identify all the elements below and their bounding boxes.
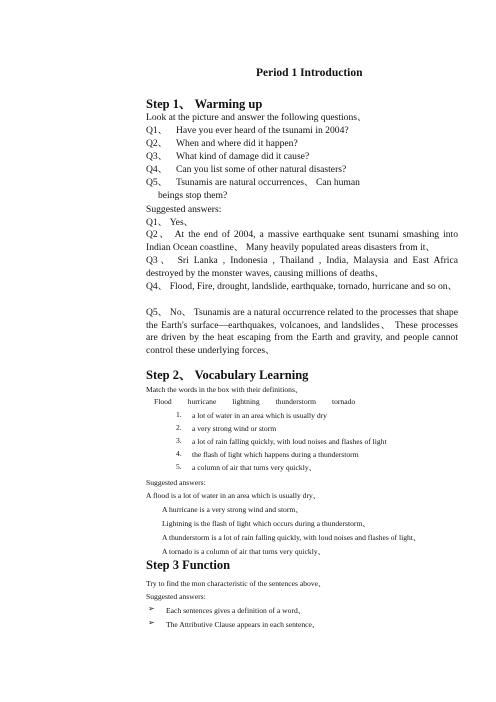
question-continuation: beings stop them? [158, 190, 228, 201]
word-item: tornado [331, 397, 356, 406]
answer-sentence: Lightning is the flash of light which occurs during a thunderstorm、 [162, 519, 370, 528]
definition-num: 1. [176, 410, 182, 419]
answer-paragraph: Q2、 At the end of 2004, a massive earthquake sent tsunami smashing into Indian Ocean coastline、 Many heavily populated areas disasters from it、 [146, 229, 458, 253]
answer-sentence: A hurricane is a very strong wind and storm、 [162, 505, 303, 514]
answer-paragraph: Q1、 Yes、 [146, 217, 194, 228]
definition-num: 4. [176, 449, 182, 458]
step2-intro: Match the words in the box with their definitions、 [146, 385, 303, 394]
word-item: Flood [154, 397, 172, 406]
page-title: Period 1 Introduction [256, 67, 363, 79]
answer-paragraph: Q5、 No、 Tsunamis are a natural occurrence related to the processes that shape the Earth's surface—earthquakes, volcanoes, and landslides、 These processes are driven by the heat escaping from the Earth and gravity, and people cannot control these underlying forces、 [146, 307, 458, 356]
step1-intro: Look at the picture and answer the following questions、 [146, 112, 367, 123]
word-item: thunderstorm [275, 397, 317, 406]
answer-paragraph: Q4、 Flood, Fire, drought, landslide, earthquake, tornado, hurricane and so on、 [146, 281, 458, 292]
answer-sentence: A flood is a lot of water in an area which is usually dry、 [146, 491, 321, 500]
definition-text: the flash of light which happens during a thunderstorm [192, 450, 359, 459]
question-text: When and where did it happen? [176, 138, 298, 149]
step3-heading: Step 3 Function [146, 558, 231, 572]
definition-text: a very strong wind or storm [192, 424, 277, 433]
definition-num: 2. [176, 423, 182, 432]
question-text: Have you ever heard of the tsunami in 2004? [176, 125, 349, 136]
answer-sentence: A thunderstorm is a lot of rain falling quickly, with loud noises and flashes of light、 [162, 533, 421, 542]
arrow-bullet-icon: ➢ [148, 604, 155, 613]
definition-num: 3. [176, 436, 182, 445]
definition-text: a column of air that turns very quickly、 [192, 463, 317, 472]
word-box [154, 397, 369, 406]
word-item: hurricane [187, 397, 217, 406]
question-text: Tsunamis are natural occurrences、 Can human [176, 177, 360, 188]
question-num: Q5、 [146, 177, 168, 188]
bullet-text: The Attributive Clause appears in each sentence、 [166, 620, 320, 629]
question-num: Q4、 [146, 164, 168, 175]
word-item: lightning [232, 397, 260, 406]
step3-intro: Try to find the mon characteristic of the sentences above、 [146, 579, 326, 588]
bullet-text: Each sentences gives a definition of a word、 [166, 606, 306, 615]
definition-text: a lot of water in an area which is usually dry [192, 411, 327, 420]
question-num: Q3、 [146, 151, 168, 162]
answer-sentence: A tornado is a column of air that turns very quickly、 [162, 547, 326, 556]
answer-paragraph: Q3、 Sri Lanka , Indonesia , Thailand , India, Malaysia and East Africa destroyed by the monster waves, causing millions of deaths、 [146, 255, 458, 279]
step1-heading: Step 1、 Warming up [146, 97, 263, 111]
question-text: What kind of damage did it cause? [176, 151, 310, 162]
question-num: Q2、 [146, 138, 168, 149]
arrow-bullet-icon: ➢ [148, 618, 155, 627]
suggested-answers-label: Suggested answers: [146, 478, 206, 487]
question-num: Q1、 [146, 125, 168, 136]
question-text: Can you list some of other natural disasters? [176, 164, 347, 175]
definition-text: a lot of rain falling quickly, with loud noises and flashes of light [192, 437, 387, 446]
definition-num: 5. [176, 462, 182, 471]
suggested-answers-label: Suggested answers: [146, 204, 222, 215]
suggested-answers-label: Suggested answers: [146, 592, 206, 601]
step2-heading: Step 2、 Vocabulary Learning [146, 368, 309, 382]
